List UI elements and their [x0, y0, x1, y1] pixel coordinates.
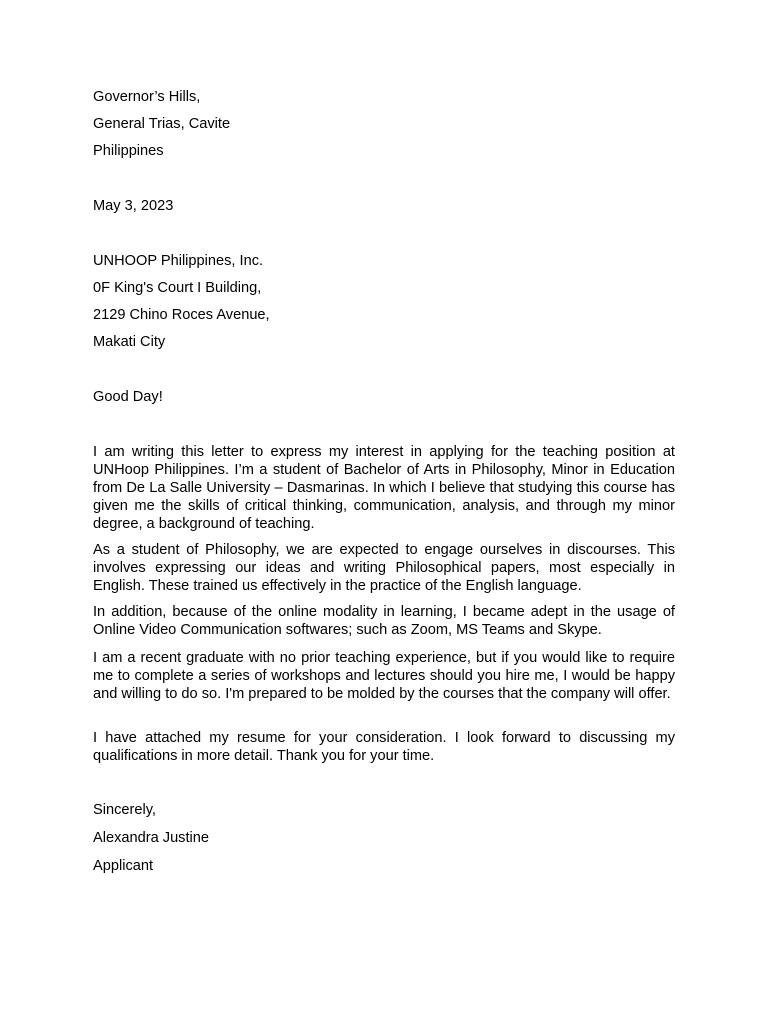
body-paragraph-2: As a student of Philosophy, we are expected to engage ourselves in discourses. This involves expressing our ideas and writing Philosophical papers, most especially in English. These trained us effectively in the practice of the English language.: [93, 542, 675, 594]
body-paragraph-3: In addition, because of the online modality in learning, I became adept in the usage of Online Video Communication softwares; such as Zoom, MS Teams and Skype.: [93, 604, 675, 638]
recipient-company: UNHOOP Philippines, Inc.: [93, 253, 264, 269]
recipient-building: 0F King's Court I Building,: [93, 280, 262, 296]
closing-title: Applicant: [93, 858, 154, 874]
body-paragraph-1: I am writing this letter to express my interest in applying for the teaching position at UNHoop Philippines. I’m a student of Bachelor of Arts in Philosophy, Minor in Education from De La Salle University – Dasmarinas. In which I believe that studying this course has given me the skills of critical thinking, communication, analysis, and through my minor degree, a background of teaching.: [93, 444, 675, 532]
body-paragraph-4: I am a recent graduate with no prior teaching experience, but if you would like to require me to complete a series of workshops and lectures should you hire me, I would be happy and willing to do so. I'm prepared to be molded by the courses that the company will offer.: [93, 650, 675, 702]
closing-name: Alexandra Justine: [93, 830, 210, 846]
body-paragraph-5: I have attached my resume for your consideration. I look forward to discussing my qualifications in more detail. Thank you for your time.: [93, 730, 675, 764]
sender-address-line-2: General Trias, Cavite: [93, 116, 231, 132]
greeting: Good Day!: [93, 389, 163, 405]
recipient-city: Makati City: [93, 334, 166, 350]
recipient-street: 2129 Chino Roces Avenue,: [93, 307, 270, 323]
sender-address-line-1: Governor’s Hills,: [93, 89, 201, 105]
letter-date: May 3, 2023: [93, 198, 174, 214]
closing-valediction: Sincerely,: [93, 802, 156, 818]
sender-address-line-3: Philippines: [93, 143, 164, 159]
